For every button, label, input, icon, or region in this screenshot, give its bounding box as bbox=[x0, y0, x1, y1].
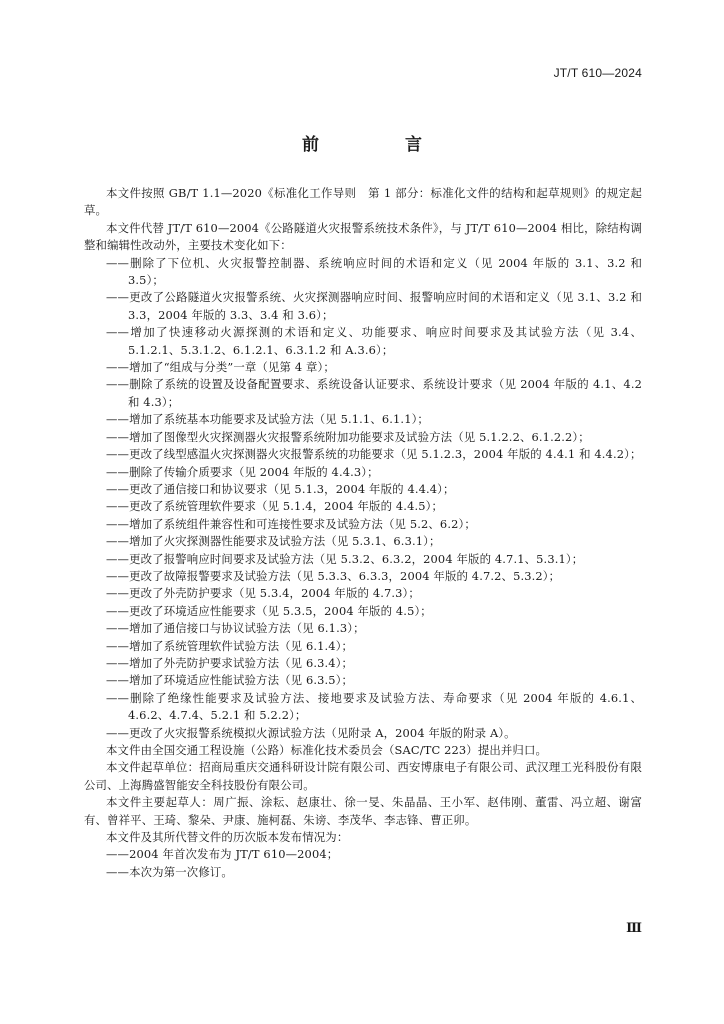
change-item: ——增加了图像型火灾探测器火灾报警系统附加功能要求及试验方法（见 5.1.2.2、6.1.2.2）； bbox=[106, 429, 590, 444]
change-item: ——更改了线型感温火灾探测器火灾报警系统的功能要求（见 5.1.2.3，2004 年版的 4.4.1 和 4.4.2）； bbox=[106, 447, 642, 462]
change-item: ——更改了公路隧道火灾报警系统、火灾探测器响应时间、报警响应时间的术语和定义（见 3.1、3.2 和 3.3，2004 年版的 3.3、3.4 和 3.6）； bbox=[106, 290, 642, 322]
change-item: ——增加了外壳防护要求试验方法（见 6.3.4）； bbox=[106, 655, 354, 670]
paragraph: 本文件按照 GB/T 1.1—2020《标准化工作导则 第 1 部分：标准化文件的结构和起草规则》的规定起草。 bbox=[84, 186, 642, 218]
change-item: ——增加了环境适应性能试验方法（见 6.3.5）； bbox=[106, 673, 354, 688]
change-item: ——增加了火灾探测器性能要求及试验方法（见 5.3.1、6.3.1）； bbox=[106, 534, 441, 549]
paragraph: 本文件及其所代替文件的历次版本发布情况为： bbox=[106, 830, 349, 845]
change-item: ——增加了系统组件兼容性和可连接性要求及试验方法（见 5.2、6.2）； bbox=[106, 516, 476, 531]
history-item: ——2004 年首次发布为 JT/T 610—2004； bbox=[106, 847, 339, 862]
change-item: ——删除了传输介质要求（见 2004 年版的 4.4.3）； bbox=[106, 464, 379, 479]
change-item: ——更改了通信接口和协议要求（见 5.1.3，2004 年版的 4.4.4）； bbox=[106, 481, 455, 496]
paragraph: 本文件代替 JT/T 610—2004《公路隧道火灾报警系统技术条件》，与 JT/T 610—2004 相比，除结构调整和编辑性改动外，主要技术变化如下： bbox=[84, 220, 642, 253]
document-body bbox=[84, 185, 642, 881]
change-item: ——删除了系统的设置及设备配置要求、系统设备认证要求、系统设计要求（见 2004 年版的 4.1、4.2 和 4.3）； bbox=[106, 377, 642, 409]
change-item: ——增加了系统管理软件试验方法（见 6.1.4）； bbox=[106, 638, 354, 653]
change-item: ——删除了下位机、火灾报警控制器、系统响应时间的术语和定义（见 2004 年版的 3.1、3.2 和 3.5）； bbox=[106, 255, 642, 288]
paragraph: 本文件由全国交通工程设施（公路）标准化技术委员会（SAC/TC 223）提出并归口。 bbox=[106, 743, 548, 757]
paragraph: 本文件起草单位：招商局重庆交通科研设计院有限公司、西安博康电子有限公司、武汉理工光科股份有限公司、上海腾盛智能安全科技股份有限公司。 bbox=[84, 760, 642, 792]
change-item: ——更改了外壳防护要求（见 5.3.4，2004 年版的 4.7.3）； bbox=[106, 586, 420, 601]
page-title: 前 言 bbox=[302, 135, 462, 155]
paragraph: 本文件主要起草人：周广振、涂耘、赵康壮、徐一旻、朱晶晶、王小军、赵伟刚、董雷、冯立超、谢富有、曾祥平、王琦、黎朵、尹康、施柯磊、朱谤、李茂华、李志锋、曹正卯。 bbox=[84, 795, 642, 827]
history-item: ——本次为第一次修订。 bbox=[106, 864, 233, 879]
change-item: ——更改了环境适应性能要求（见 5.3.5，2004 年版的 4.5）； bbox=[106, 603, 432, 618]
change-item: ——增加了“组成与分类”一章（见第 4 章）； bbox=[106, 360, 335, 375]
change-item: ——增加了通信接口与协议试验方法（见 6.1.3）； bbox=[106, 621, 365, 636]
change-item: ——删除了绝缘性能要求及试验方法、接地要求及试验方法、寿命要求（见 2004 年版的 4.6.1、4.6.2、4.7.4、5.2.1 和 5.2.2）； bbox=[106, 690, 642, 723]
change-item: ——更改了报警响应时间要求及试验方法（见 5.3.2、6.3.2，2004 年版的 4.7.1、5.3.1）； bbox=[106, 551, 584, 566]
change-item: ——更改了故障报警要求及试验方法（见 5.3.3、6.3.3，2004 年版的 4.7.2、5.3.2）； bbox=[106, 568, 561, 583]
standard-code: JT/T 610—2024 bbox=[553, 66, 642, 80]
page-number: Ⅲ bbox=[626, 920, 642, 935]
change-item: ——更改了系统管理软件要求（见 5.1.4，2004 年版的 4.4.5）； bbox=[106, 499, 444, 514]
change-item: ——增加了系统基本功能要求及试验方法（见 5.1.1、6.1.1）； bbox=[106, 412, 429, 427]
change-item: ——更改了火灾报警系统模拟火源试验方法（见附录 A，2004 年版的附录 A）。 bbox=[106, 725, 516, 740]
change-item: ——增加了快速移动火源探测的术语和定义、功能要求、响应时间要求及其试验方法（见 3.4、5.1.2.1、5.3.1.2、6.1.2.1、6.3.1.2 和 A.3.6）； bbox=[106, 325, 642, 357]
